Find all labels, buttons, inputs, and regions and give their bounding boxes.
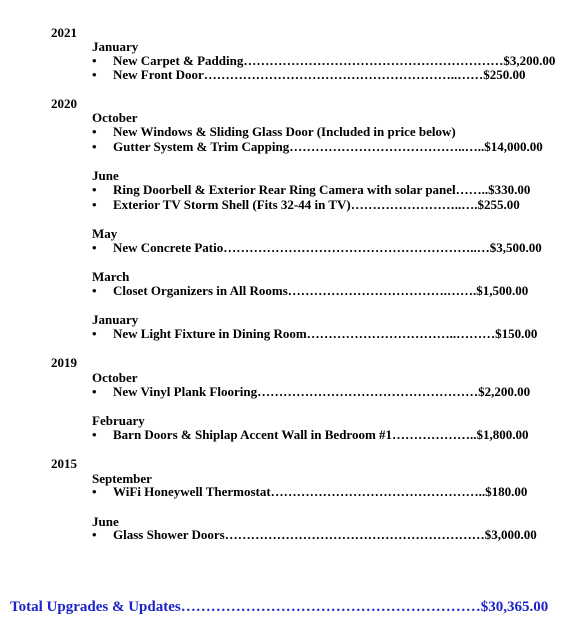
item-text: WiFi Honeywell Thermostat…………………………………………..$180.00 <box>113 484 528 499</box>
month-heading: January <box>92 312 139 327</box>
month-heading: October <box>92 110 138 125</box>
list-item <box>92 68 526 82</box>
year-heading-2015: 2015 <box>51 456 77 471</box>
list-item <box>92 385 530 399</box>
item-text: Barn Doors & Shiplap Accent Wall in Bedroom #1………………..$1,800.00 <box>113 427 529 442</box>
bullet: • <box>92 197 97 212</box>
year-heading-2020: 2020 <box>51 96 77 111</box>
month-heading: March <box>92 269 130 284</box>
list-item <box>92 183 530 197</box>
bullet: • <box>92 53 97 68</box>
list-item <box>92 241 542 255</box>
item-text: Exterior TV Storm Shell (Fits 32-44 in TV)……………………..….$255.00 <box>113 197 520 212</box>
year-heading-2019: 2019 <box>51 355 77 370</box>
bullet: • <box>92 326 97 341</box>
item-text: New Light Fixture in Dining Room……………………………..………$150.00 <box>113 326 538 341</box>
list-item <box>92 284 528 298</box>
item-text: New Vinyl Plank Flooring……………………………………………$2,200.00 <box>113 384 531 399</box>
total-upgrades-line: Total Upgrades & Updates……………………………………………………$30,365.00 <box>10 599 549 615</box>
list-item <box>92 125 456 139</box>
bullet: • <box>92 182 97 197</box>
bullet: • <box>92 484 97 499</box>
month-heading: June <box>92 168 119 183</box>
list-item <box>92 428 529 442</box>
year-heading-2021: 2021 <box>51 25 77 40</box>
list-item <box>92 140 543 154</box>
month-heading: February <box>92 413 145 428</box>
month-heading: May <box>92 226 118 241</box>
item-text: New Windows & Sliding Glass Door (Included in price below) <box>113 124 456 139</box>
list-item <box>92 327 537 341</box>
list-item <box>92 54 555 68</box>
bullet: • <box>92 124 97 139</box>
list-item <box>92 485 527 499</box>
list-item <box>92 528 537 542</box>
month-heading: September <box>92 471 152 486</box>
list-item <box>92 198 520 212</box>
bullet: • <box>92 384 97 399</box>
month-heading: June <box>92 514 119 529</box>
item-text: Closet Organizers in All Rooms……………………………….…….$1,500.00 <box>113 283 529 298</box>
item-text: Gutter System & Trim Capping…………………………………..…..$14,000.00 <box>113 139 543 154</box>
bullet: • <box>92 139 97 154</box>
month-heading: January <box>92 39 139 54</box>
bullet: • <box>92 427 97 442</box>
bullet: • <box>92 527 97 542</box>
bullet: • <box>92 240 97 255</box>
item-text: New Front Door…………………………………………………..……$250.00 <box>113 67 526 82</box>
item-text: New Concrete Patio…………………………………………………..…$3,500.00 <box>113 240 542 255</box>
item-text: Glass Shower Doors……………………………………………………$3,000.00 <box>113 527 537 542</box>
item-text: Ring Doorbell & Exterior Rear Ring Camera with solar panel……..$330.00 <box>113 182 531 197</box>
month-heading: October <box>92 370 138 385</box>
item-text: New Carpet & Padding……………………………………………………$3,200.00 <box>113 53 556 68</box>
bullet: • <box>92 283 97 298</box>
bullet: • <box>92 67 97 82</box>
